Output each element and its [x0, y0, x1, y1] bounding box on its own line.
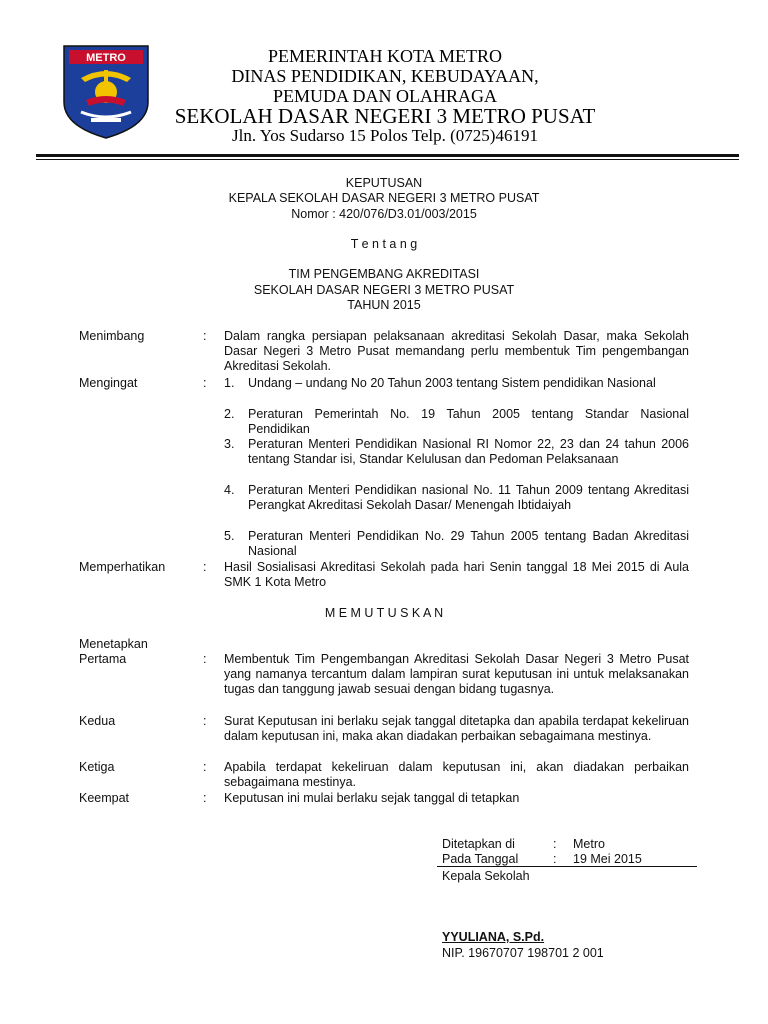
colon: : [553, 837, 557, 851]
colon: : [203, 329, 207, 343]
header-department-cont: PEMUDA DAN OLAHRAGA [272, 86, 497, 106]
colon: : [553, 852, 557, 866]
mengingat-item-number: 2. [224, 407, 235, 421]
decision-label: Kedua [79, 714, 116, 728]
logo-metro-text: METRO [86, 52, 126, 64]
decision-text: Apabila terdapat kekeliruan dalam keputusan ini, akan diadakan perbaikan sebagaimana mestinya. [224, 760, 689, 789]
signature-date-value: 19 Mei 2015 [573, 852, 642, 866]
mengingat-item-text: Peraturan Menteri Pendidikan Nasional RI Nomor 22, 23 dan 24 tahun 2006 tentang Standar isi, Standar Kelulusan dan Pedoman Pelaksanaan [248, 437, 689, 466]
decree-subject-3: TAHUN 2015 [347, 298, 421, 312]
decree-kind: KEPUTUSAN [345, 176, 423, 190]
mengingat-label: Mengingat [79, 376, 138, 390]
decree-tentang: T e n t a n g [350, 237, 418, 251]
colon: : [203, 560, 207, 574]
decree-issuer: KEPALA SEKOLAH DASAR NEGERI 3 METRO PUSAT [228, 191, 540, 205]
signature-nip: NIP. 19670707 198701 2 001 [442, 946, 604, 960]
memutuskan-heading: M E M U T U S K A N [324, 606, 444, 620]
decision-text: Membentuk Tim Pengembangan Akreditasi Sekolah Dasar Negeri 3 Metro Pusat yang namanya tercantum dalam lampiran surat keputusan ini untuk melaksanakan tugas dan tanggung jawab sesuai dengan bidang tugasnya. [224, 652, 689, 696]
header-department: DINAS PENDIDIKAN, KEBUDAYAAN, [231, 66, 539, 86]
colon: : [203, 652, 207, 666]
memperhatikan-label: Memperhatikan [79, 560, 166, 574]
signature-place-label: Ditetapkan di [442, 837, 515, 851]
mengingat-item-number: 1. [224, 376, 235, 390]
header-government: PEMERINTAH KOTA METRO [267, 46, 503, 66]
mengingat-item-number: 5. [224, 529, 235, 543]
decision-label: Ketiga [79, 760, 115, 774]
colon: : [203, 376, 207, 390]
metro-city-emblem [61, 44, 151, 140]
menetapkan-label: Menetapkan [79, 637, 148, 651]
mengingat-item-number: 3. [224, 437, 235, 451]
decree-subject-2: SEKOLAH DASAR NEGERI 3 METRO PUSAT [253, 283, 515, 297]
decision-text: Surat Keputusan ini berlaku sejak tanggal ditetapka dan apabila terdapat kekeliruan dalam keputusan ini, maka akan diadakan perbaikan sebagaimana mestinya. [224, 714, 689, 743]
colon: : [203, 791, 207, 805]
menimbang-text: Dalam rangka persiapan pelaksanaan akreditasi Sekolah Dasar, maka Sekolah Dasar Negeri 3 Metro Pusat memandang perlu membentuk Tim pengembangan Akreditasi Sekolah. [224, 329, 689, 373]
decision-text: Keputusan ini mulai berlaku sejak tanggal di tetapkan [224, 791, 520, 805]
signature-role: Kepala Sekolah [442, 869, 530, 883]
mengingat-item-text: Peraturan Menteri Pendidikan No. 29 Tahun 2005 tentang Badan Akreditasi Nasional [248, 529, 689, 558]
signature-place-value: Metro [573, 837, 605, 851]
decision-label: Keempat [79, 791, 130, 805]
header-divider-thin [36, 159, 739, 160]
header-address: Jln. Yos Sudarso 15 Polos Telp. (0725)46191 [232, 126, 538, 145]
decree-subject-1: TIM PENGEMBANG AKREDITASI [288, 267, 480, 281]
menimbang-label: Menimbang [79, 329, 145, 343]
memperhatikan-text: Hasil Sosialisasi Akreditasi Sekolah pada hari Senin tanggal 18 Mei 2015 di Aula SMK 1 Kota Metro [224, 560, 689, 589]
signature-divider [437, 866, 697, 867]
decision-label: Pertama [79, 652, 127, 666]
mengingat-item-text: Peraturan Pemerintah No. 19 Tahun 2005 tentang Standar Nasional Pendidikan [248, 407, 689, 436]
header-divider-thick [36, 154, 739, 157]
colon: : [203, 714, 207, 728]
mengingat-item-text: Undang – undang No 20 Tahun 2003 tentang Sistem pendidikan Nasional [248, 376, 656, 390]
colon: : [203, 760, 207, 774]
decree-number: Nomor : 420/076/D3.01/003/2015 [291, 207, 477, 221]
mengingat-item-number: 4. [224, 483, 235, 497]
signature-name: YYULIANA, S.Pd. [442, 930, 545, 944]
mengingat-item-text: Peraturan Menteri Pendidikan nasional No. 11 Tahun 2009 tentang Akreditasi Perangkat Akreditasi Sekolah Dasar/ Menengah Ibtidaiyah [248, 483, 689, 512]
signature-date-label: Pada Tanggal [442, 852, 519, 866]
header-school-name: SEKOLAH DASAR NEGERI 3 METRO PUSAT [174, 104, 596, 128]
